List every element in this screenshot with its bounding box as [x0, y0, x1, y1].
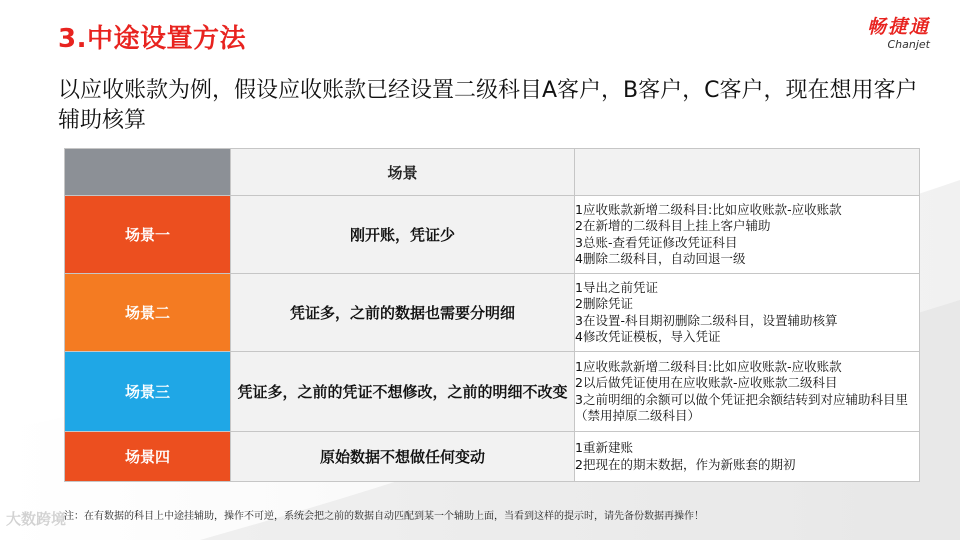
chanjet-logo	[820, 12, 930, 51]
header-corner-cell	[65, 149, 231, 196]
scene-description-cell: 刚开账，凭证少	[231, 196, 575, 274]
step-item: 4修改凭证模板，导入凭证	[575, 329, 721, 344]
step-item: 3之前明细的余额可以做个凭证把余额结转到对应辅助科目里（禁用掉原二级科目）	[575, 391, 908, 423]
step-item: 3总账-查看凭证修改凭证科目	[575, 234, 738, 250]
step-item: 2把现在的期末数据，作为新账套的期初	[575, 456, 796, 472]
step-item: 2删除凭证	[575, 296, 633, 311]
table-row	[65, 432, 920, 482]
logo-cn-text: 畅捷通	[866, 16, 930, 38]
step-item: 1导出之前凭证	[575, 279, 658, 295]
scenario-table	[64, 148, 920, 482]
scene-label-cell: 场景四	[65, 432, 231, 482]
step-item: 1应收账款新增二级科目:比如应收账款-应收账款	[575, 358, 842, 374]
header-scene-cell: 场景	[231, 149, 575, 196]
step-item: 4删除二级科目，自动回退一级	[575, 251, 746, 266]
watermark: 大数跨境	[6, 510, 67, 528]
slide-subtitle: 以应收账款为例，假设应收账款已经设置二级科目A客户，B客户，C客户，现在想用客户辅助核算	[58, 78, 918, 133]
table-row	[65, 274, 920, 352]
scene-description-cell: 原始数据不想做任何变动	[231, 432, 575, 482]
header-empty-cell	[575, 149, 920, 196]
scene-label-cell: 场景三	[65, 352, 231, 432]
scene-label-cell: 场景一	[65, 196, 231, 274]
scene-steps-cell	[575, 432, 920, 482]
scene-steps-cell	[575, 352, 920, 432]
scene-description-cell: 凭证多，之前的凭证不想修改，之前的明细不改变	[231, 352, 575, 432]
scene-steps-cell	[575, 274, 920, 352]
scene-label-cell: 场景二	[65, 274, 231, 352]
step-item: 3在设置-科目期初删除二级科目，设置辅助核算	[575, 312, 838, 328]
step-item: 2以后做凭证使用在应收账款-应收账款二级科目	[575, 375, 838, 390]
scene-steps-cell	[575, 196, 920, 274]
step-item: 1重新建账	[575, 440, 633, 455]
table-header-row	[65, 149, 920, 196]
scene-description-cell: 凭证多，之前的数据也需要分明细	[231, 274, 575, 352]
step-item: 2在新增的二级科目上挂上客户辅助	[575, 218, 771, 233]
slide-title: 3.中途设置方法	[58, 24, 246, 54]
step-item: 1应收账款新增二级科目:比如应收账款-应收账款	[575, 201, 842, 217]
logo-en-text: Chanjet	[887, 38, 930, 51]
table-row	[65, 352, 920, 432]
table-row	[65, 196, 920, 274]
footnote: 注：在有数据的科目上中途挂辅助，操作不可逆，系统会把之前的数据自动匹配到某一个辅助上面，当看到这样的提示时，请先备份数据再操作！	[64, 511, 704, 522]
